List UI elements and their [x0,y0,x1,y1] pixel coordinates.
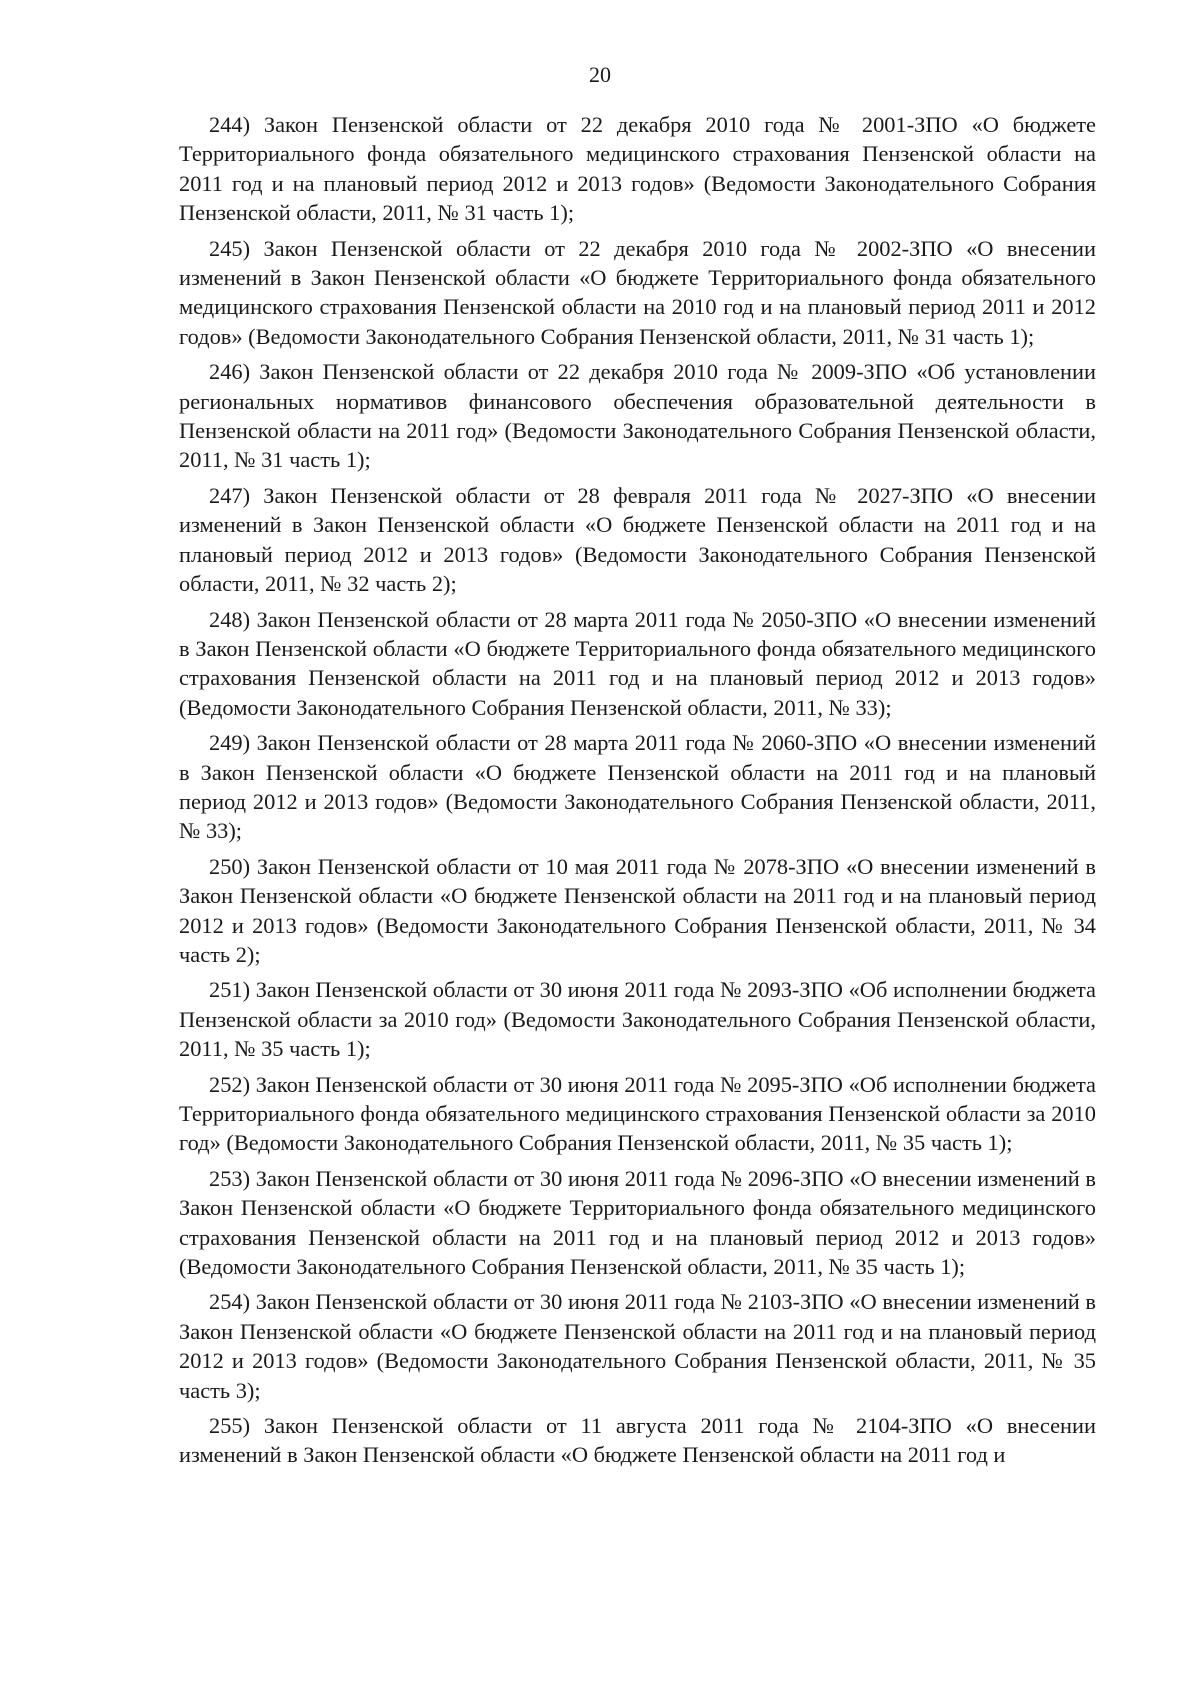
law-list-item: 244) Закон Пензенской области от 22 декабря 2010 года № 2001-ЗПО «О бюджете Территориального фонда обязательного медицинского страхования Пензенской области на 2011 год и на плановый период 2012 и 2013 годов» (Ведомости Законодательного Собрания Пензенской области, 2011, № 31 часть 1); [179,112,1096,226]
law-list-item: 249) Закон Пензенской области от 28 марта 2011 года № 2060-ЗПО «О внесении изменений в Закон Пензенской области «О бюджете Пензенской области на 2011 год и на плановый период 2012 и 2013 годов» (Ведомости Законодательного Собрания Пензенской области, 2011, № 33); [179,730,1096,844]
law-list-item: 247) Закон Пензенской области от 28 февраля 2011 года № 2027-ЗПО «О внесении изменений в Закон Пензенской области «О бюджете Пензенской области на 2011 год и на плановый период 2012 и 2013 годов» (Ведомости Законодательного Собрания Пензенской области, 2011, № 32 часть 2); [179,482,1096,597]
law-list-item: 251) Закон Пензенской области от 30 июня 2011 года № 2093-ЗПО «Об исполнении бюджета Пензенской области за 2010 год» (Ведомости Законодательного Собрания Пензенской области, 2011, № 35 часть 1); [179,977,1096,1062]
law-list-item: 245) Закон Пензенской области от 22 декабря 2010 года № 2002-ЗПО «О внесении изменений в Закон Пензенской области «О бюджете Территориального фонда обязательного медицинского страхования Пензенской области на 2010 год и на плановый период 2011 и 2012 годов» (Ведомости Законодательного Собрания Пензенской области, 2011, № 31 часть 1); [179,235,1096,349]
law-list-item: 254) Закон Пензенской области от 30 июня 2011 года № 2103-ЗПО «О внесении изменений в Закон Пензенской области «О бюджете Пензенской области на 2011 год и на плановый период 2012 и 2013 годов» (Ведомости Законодательного Собрания Пензенской области, 2011, № 35 часть 3); [179,1289,1096,1403]
law-list-item: 246) Закон Пензенской области от 22 декабря 2010 года № 2009-ЗПО «Об установлении региональных нормативов финансового обеспечения образовательной деятельности в Пензенской области на 2011 год» (Ведомости Законодательного Собрания Пензенской области, 2011, № 31 часть 1); [179,359,1096,473]
law-list [179,110,1096,1476]
law-list-item: 250) Закон Пензенской области от 10 мая 2011 года № 2078-ЗПО «О внесении изменений в Закон Пензенской области «О бюджете Пензенской области на 2011 год и на плановый период 2012 и 2013 годов» (Ведомости Законодательного Собрания Пензенской области, 2011, № 34 часть 2); [179,853,1096,967]
law-list-item: 253) Закон Пензенской области от 30 июня 2011 года № 2096-ЗПО «О внесении изменений в Закон Пензенской области «О бюджете Территориального фонда обязательного медицинского страхования Пензенской области на 2011 год и на плановый период 2012 и 2013 годов» (Ведомости Законодательного Собрания Пензенской области, 2011, № 35 часть 1); [179,1165,1096,1280]
law-list-item: 248) Закон Пензенской области от 28 марта 2011 года № 2050-ЗПО «О внесении изменений в Закон Пензенской области «О бюджете Территориального фонда обязательного медицинского страхования Пензенской области на 2011 год и на плановый период 2012 и 2013 годов» (Ведомости Законодательного Собрания Пензенской области, 2011, № 33); [179,606,1096,720]
law-list-item: 252) Закон Пензенской области от 30 июня 2011 года № 2095-ЗПО «Об исполнении бюджета Территориального фонда обязательного медицинского страхования Пензенской области за 2010 год» (Ведомости Законодательного Собрания Пензенской области, 2011, № 35 часть 1); [179,1071,1096,1156]
page-number: 20 [589,62,611,87]
law-list-item: 255) Закон Пензенской области от 11 августа 2011 года № 2104-ЗПО «О внесении изменений в Закон Пензенской области «О бюджете Пензенской области на 2011 год и [179,1413,1096,1468]
